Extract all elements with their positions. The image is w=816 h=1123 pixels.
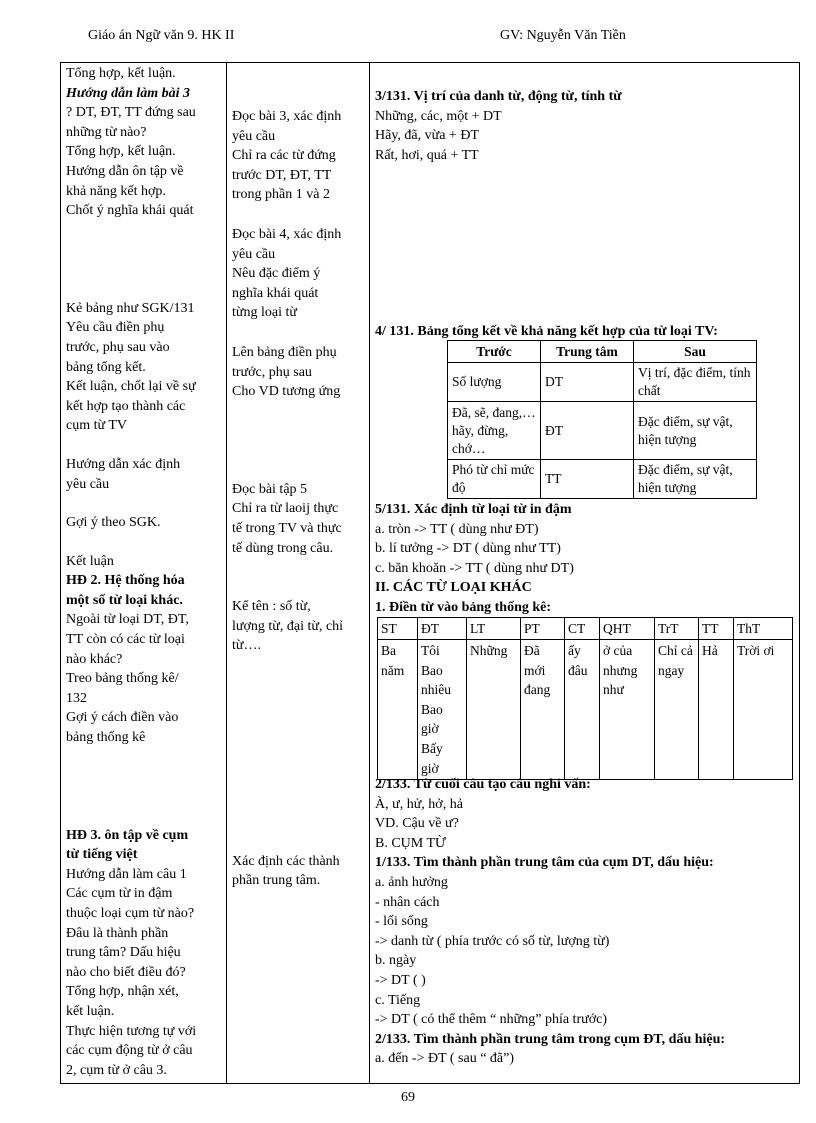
- text-line: kết luận.: [66, 1003, 115, 1019]
- text-line: nghĩa khái quát: [232, 285, 319, 301]
- text-line: nào khác?: [66, 651, 123, 667]
- table-cell: Những: [467, 640, 521, 780]
- text-line: yêu cầu: [66, 476, 110, 492]
- table-cell: Chỉ cả ngay: [655, 640, 699, 780]
- text-line: trước, phụ sau: [232, 364, 312, 380]
- table-header: ST: [378, 618, 418, 640]
- text-line: VD. Cậu về ư?: [375, 816, 459, 832]
- text-line: Hướng dẫn xác định: [66, 456, 181, 472]
- text-line: Những, các, một + DT: [375, 108, 502, 124]
- text-line: c. băn khoăn -> TT ( dùng như DT): [375, 560, 574, 576]
- section-heading: từ tiếng việt: [66, 847, 138, 863]
- text-line: Kết luận: [66, 553, 114, 569]
- section-heading: HĐ 2. Hệ thống hóa: [66, 573, 185, 589]
- table-cell: Hả: [699, 640, 734, 780]
- section-heading: II. CÁC TỪ LOẠI KHÁC: [375, 580, 532, 596]
- exercise-heading: 1. Điền từ vào bảng thống kê:: [375, 599, 552, 615]
- table-header: Trung tâm: [541, 341, 634, 363]
- table-header: PT: [521, 618, 565, 640]
- text-line: yêu cầu: [232, 246, 276, 262]
- combination-table: [447, 340, 757, 499]
- section-heading: một số từ loại khác.: [66, 592, 183, 608]
- text-line: Chốt ý nghĩa khái quát: [66, 203, 194, 219]
- text-line: Đọc bài tập 5: [232, 481, 308, 497]
- table-cell: Đã, sẽ, đang,…hãy, đừng, chớ…: [448, 402, 541, 460]
- column-divider-2: [369, 62, 370, 1084]
- text-line: Lên bảng điền phụ: [232, 344, 337, 360]
- text-line: các cụm động từ ở câu: [66, 1043, 193, 1059]
- text-line: Đâu là thành phần: [66, 925, 169, 941]
- table-cell: Trời ơi: [734, 640, 793, 780]
- text-line: Ngoài từ loại DT, ĐT,: [66, 612, 189, 628]
- text-line: b. lí tưởng -> DT ( dùng như TT): [375, 541, 561, 557]
- exercise-heading: 2/133. Tìm thành phần trung tâm trong cụm ĐT, dấu hiệu:: [375, 1031, 726, 1047]
- text-line: kết hợp tạo thành các: [66, 398, 186, 414]
- exercise-heading: 4/ 131. Bảng tổng kết về khả năng kết hợp của từ loại TV:: [375, 324, 718, 340]
- text-line: Đọc bài 4, xác định: [232, 226, 342, 242]
- text-line: a. đến -> ĐT ( sau “ đã”): [375, 1051, 515, 1067]
- text-line: Hướng dẫn làm câu 1: [66, 866, 187, 882]
- table-cell: Phó từ chỉ mức độ: [448, 460, 541, 499]
- text-line: -> DT ( có thể thêm “ những” phía trước): [375, 1012, 607, 1028]
- text-line: Chỉ ra các từ đứng: [232, 148, 336, 164]
- text-line: Chỉ ra từ laoij thực: [232, 501, 339, 517]
- text-line: À, ư, hử, hở, hả: [375, 796, 463, 812]
- exercise-heading: 3/131. Vị trí của danh từ, động từ, tính từ: [375, 89, 622, 104]
- text-line: từng loại từ: [232, 305, 297, 321]
- text-line: Tổng hợp, nhận xét,: [66, 984, 179, 1000]
- text-line: a. tròn -> TT ( dùng như ĐT): [375, 521, 539, 537]
- text-line: phần trung tâm.: [232, 873, 321, 889]
- table-cell: ấy đâu: [565, 640, 600, 780]
- text-line: Kẻ bảng như SGK/131: [66, 300, 195, 316]
- teacher-activity-column: [66, 64, 226, 1080]
- text-line: Nêu đặc điểm ý: [232, 266, 321, 282]
- text-line: trong phần 1 và 2: [232, 187, 330, 203]
- text-line: bảng tổng kết.: [66, 359, 146, 375]
- text-line: những từ nào?: [66, 124, 147, 140]
- table-header: CT: [565, 618, 600, 640]
- table-cell: Đặc điểm, sự vật, hiện tượng: [634, 402, 757, 460]
- text-line: Cho VD tương ứng: [232, 384, 341, 400]
- table-header: Sau: [634, 341, 757, 363]
- table-header: Trước: [448, 341, 541, 363]
- text-line: Treo bảng thống kê/: [66, 671, 179, 687]
- table-header: QHT: [600, 618, 655, 640]
- text-line: 132: [66, 690, 87, 706]
- text-line: Hãy, đã, vừa + ĐT: [375, 128, 479, 144]
- table-cell: TT: [541, 460, 634, 499]
- text-line: lượng từ, đại từ, chỉ: [232, 618, 344, 634]
- table-cell: ở của nhưng như: [600, 640, 655, 780]
- table-header: ThT: [734, 618, 793, 640]
- text-line: 2, cụm từ ở câu 3.: [66, 1062, 167, 1078]
- table-cell: Đã mới đang: [521, 640, 565, 780]
- text-line: -> DT ( ): [375, 972, 426, 988]
- text-line: Gợi ý theo SGK.: [66, 515, 161, 531]
- text-line: thuộc loại cụm từ nào?: [66, 906, 195, 921]
- table-cell: Số lượng: [448, 363, 541, 402]
- word-class-table: [377, 617, 793, 780]
- text-line: TT còn có các từ loại: [66, 632, 185, 648]
- text-line: Tổng hợp, kết luận.: [66, 144, 176, 160]
- text-line: bảng thống kê: [66, 730, 146, 746]
- text-line: ? DT, ĐT, TT đứng sau: [66, 105, 196, 121]
- section-heading: Hướng dẫn làm bài 3: [66, 85, 191, 101]
- text-line: Hướng dẫn ôn tập về: [66, 163, 184, 179]
- table-header: TrT: [655, 618, 699, 640]
- text-line: b. ngày: [375, 953, 417, 969]
- text-line: Kết luận, chốt lại về sự: [66, 379, 196, 395]
- page-number: 69: [401, 1090, 415, 1105]
- section-heading: B. CỤM TỪ: [375, 835, 446, 851]
- text-line: tế dùng trong câu.: [232, 540, 334, 556]
- text-line: trung tâm? Dấu hiệu: [66, 945, 181, 961]
- table-cell: Ba năm: [378, 640, 418, 780]
- text-line: trước, phụ sau vào: [66, 339, 170, 355]
- text-line: Xác định các thành: [232, 853, 340, 869]
- table-cell: Tôi Bao nhiêu Bao giờ Bấy giờ: [418, 640, 467, 780]
- text-line: Đọc bài 3, xác định: [232, 109, 342, 124]
- text-line: Rất, hơi, quá + TT: [375, 147, 479, 163]
- text-line: yêu cầu: [232, 128, 276, 144]
- text-line: trước DT, ĐT, TT: [232, 167, 332, 183]
- column-divider-1: [226, 62, 227, 1084]
- table-header: LT: [467, 618, 521, 640]
- table-cell: Đặc điểm, sự vật, hiện tượng: [634, 460, 757, 499]
- text-line: -> danh từ ( phía trước có số từ, lượng từ): [375, 933, 610, 949]
- text-line: Kể tên : số từ,: [232, 599, 311, 615]
- table-header: TT: [699, 618, 734, 640]
- table-cell: ĐT: [541, 402, 634, 460]
- text-line: Các cụm từ in đậm: [66, 886, 173, 902]
- section-heading: HĐ 3. ôn tập về cụm: [66, 827, 189, 843]
- content-block-3: [375, 775, 795, 1069]
- text-line: tế trong TV và thực: [232, 520, 342, 536]
- student-activity-column: [232, 64, 368, 891]
- table-cell: DT: [541, 363, 634, 402]
- text-line: cụm từ TV: [66, 418, 127, 434]
- text-line: - nhân cách: [375, 894, 440, 910]
- text-line: - lối sống: [375, 914, 428, 930]
- text-line: a. ảnh hưởng: [375, 874, 448, 890]
- table-cell: Vị trí, đặc điểm, tính chất: [634, 363, 757, 402]
- header-left: Giáo án Ngữ văn 9. HK II: [88, 28, 235, 43]
- text-line: từ….: [232, 638, 261, 654]
- text-line: c. Tiếng: [375, 992, 421, 1008]
- text-line: Yêu cầu điền phụ: [66, 320, 165, 336]
- header-right: GV: Nguyễn Văn Tiền: [500, 28, 626, 43]
- exercise-heading: 2/133. Từ cuối câu tạo câu nghi vấn:: [375, 777, 591, 792]
- exercise-heading: 1/133. Tìm thành phần trung tâm của cụm DT, dấu hiệu:: [375, 855, 714, 871]
- text-line: Gợi ý cách điền vào: [66, 710, 179, 726]
- content-block-2: [375, 500, 795, 618]
- content-column: [375, 64, 795, 342]
- text-line: Tổng hợp, kết luận.: [66, 66, 176, 81]
- text-line: Thực hiện tương tự với: [66, 1023, 197, 1039]
- text-line: nào cho biết điều đó?: [66, 964, 186, 980]
- exercise-heading: 5/131. Xác định từ loại từ in đậm: [375, 502, 572, 517]
- text-line: khả năng kết hợp.: [66, 183, 166, 199]
- table-header: ĐT: [418, 618, 467, 640]
